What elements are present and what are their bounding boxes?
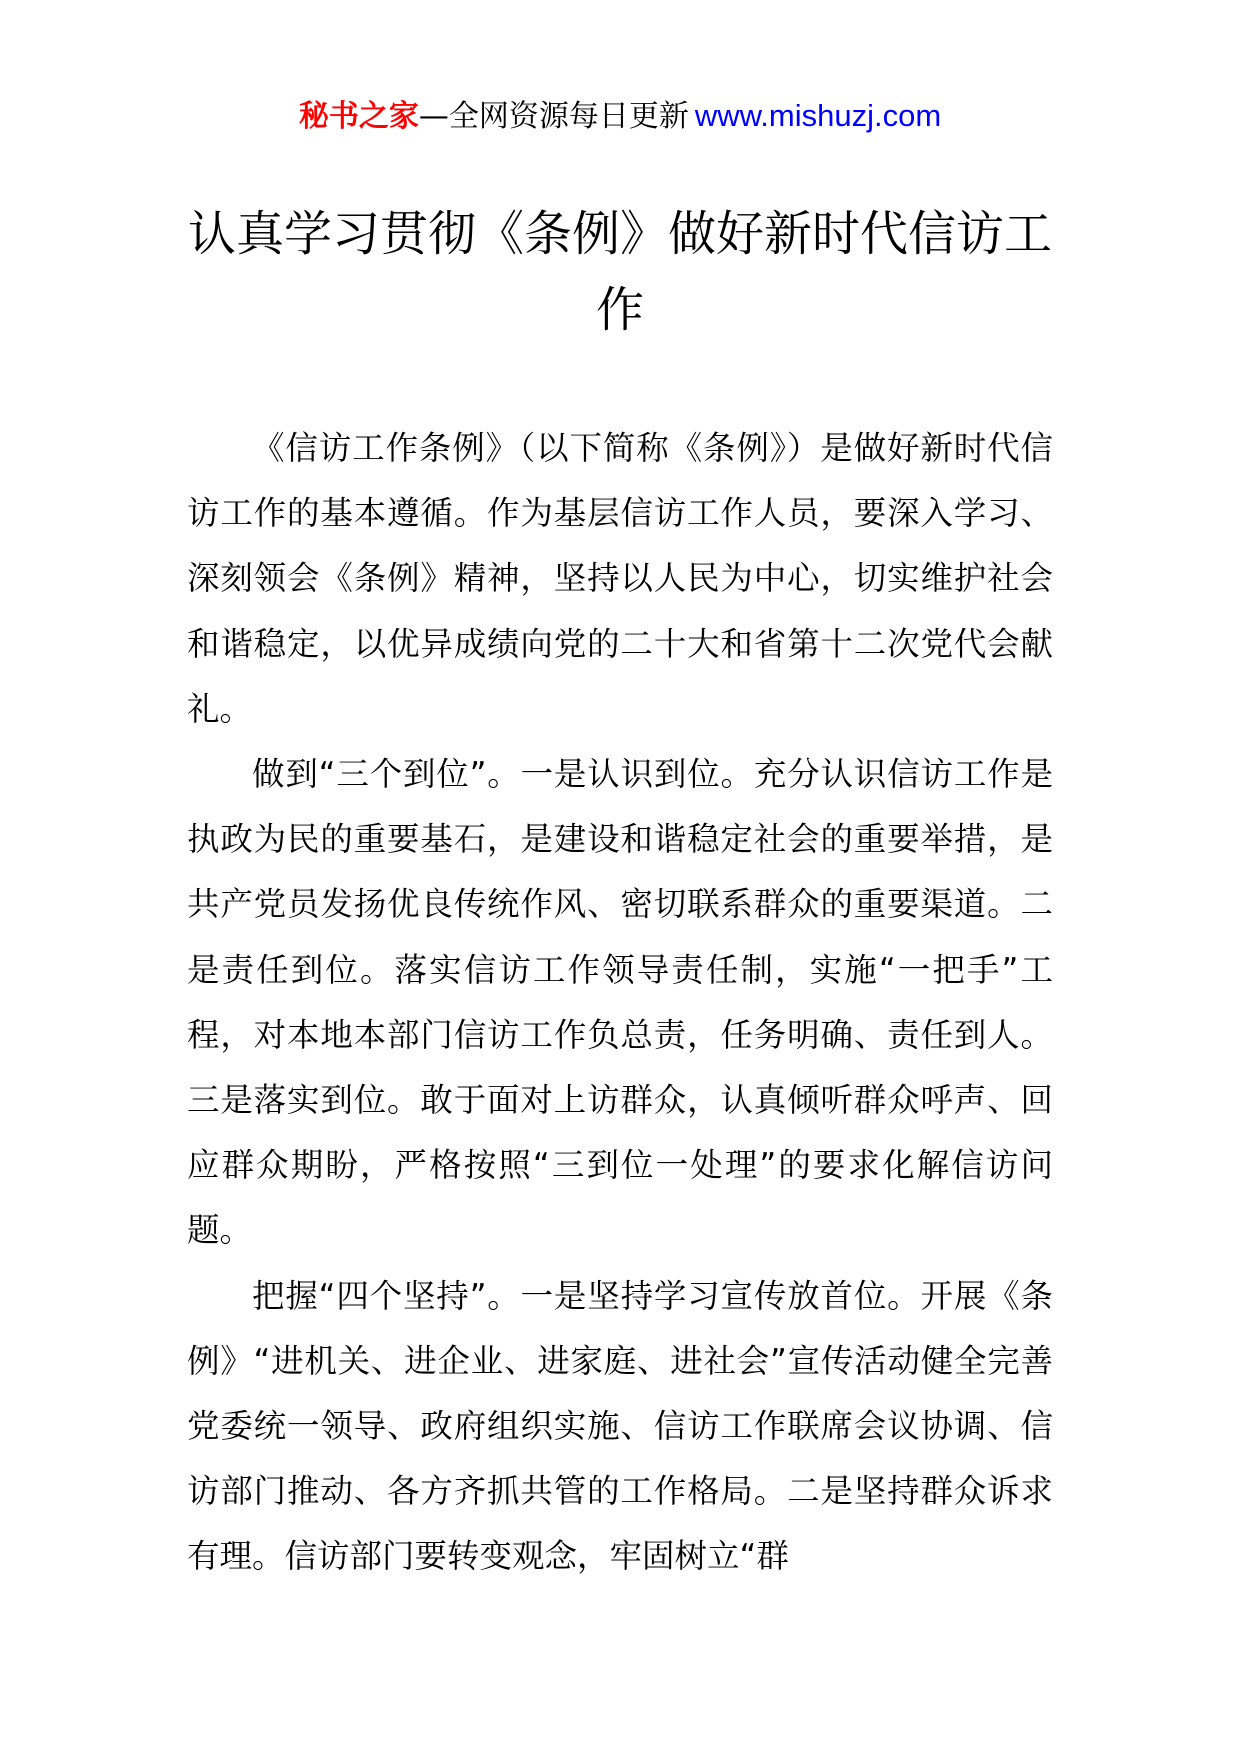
document-body — [187, 416, 1053, 1590]
paragraph-2: 做到“三个到位”。一是认识到位。充分认识信访工作是执政为民的重要基石，是建设和谐稳定社会的重要举措，是共产党员发扬优良传统作风、密切联系群众的重要渠道。二是责任到位。落实信访工作领导责任制，实施“一把手”工程，对本地本部门信访工作负总责，任务明确、责任到人。三是落实到位。敢于面对上访群众，认真倾听群众呼声、回应群众期盼，严格按照“三到位一处理”的要求化解信访问题。 — [187, 755, 1053, 1250]
site-brand: 秘书之家 — [298, 99, 419, 134]
document-title: 认真学习贯彻《条例》做好新时代信访工作 — [187, 206, 1052, 338]
site-header — [0, 96, 1240, 137]
site-tagline: —全网资源每日更新 — [418, 99, 689, 134]
site-url-link[interactable]: www.mishuzj.com — [694, 98, 942, 133]
paragraph-1: 《信访工作条例》（以下简称《条例》）是做好新时代信访工作的基本遵循。作为基层信访工作人员，要深入学习、深刻领会《条例》精神，坚持以人民为中心，切实维护社会和谐稳定，以优异成绩向党的二十大和省第十二次党代会献礼。 — [187, 429, 1053, 728]
paragraph-3: 把握“四个坚持”。一是坚持学习宣传放首位。开展《条例》“进机关、进企业、进家庭、进社会”宣传活动健全完善党委统一领导、政府组织实施、信访工作联席会议协调、信访部门推动、各方齐抓共管的工作格局。二是坚持群众诉求有理。信访部门要转变观念，牢固树立“群 — [187, 1276, 1053, 1576]
